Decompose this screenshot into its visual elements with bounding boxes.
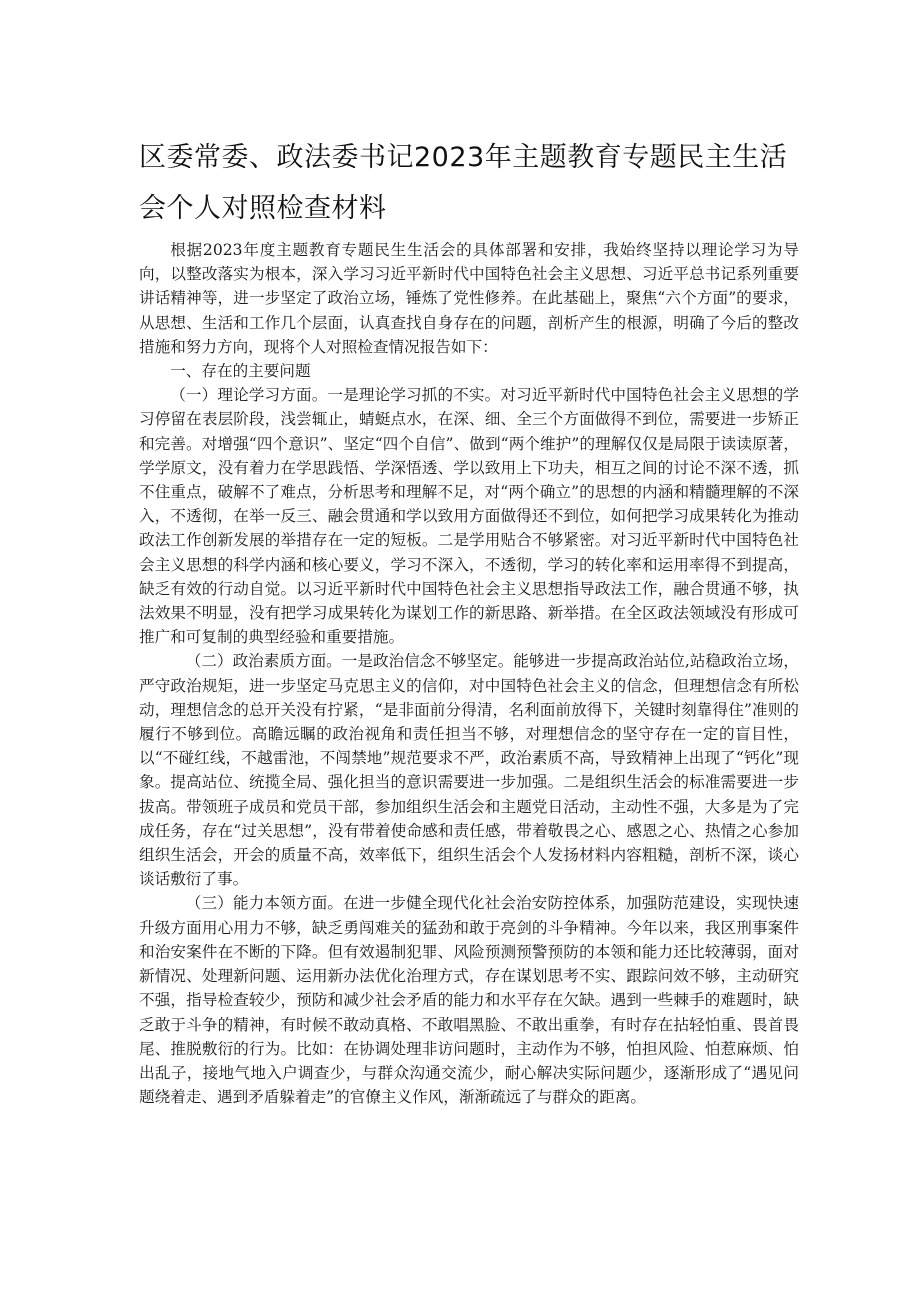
paragraph-political-quality: （二）政治素质方面。一是政治信念不够坚定。能够进一步提高政治站位,站稳政治立场，严守政治规矩，进一步坚定马克思主义的信仰，对中国特色社会主义的信念，但理想信念有所松动，理想信念的总开关没有拧紧，“是非面前分得清，名利面前放得下，关键时刻靠得住”准则的履行不够到位。高瞻远瞩的政治视角和责任担当不够，对理想信念的坚守存在一定的盲目性，以“不碰红线，不越雷池，不闯禁地”规范要求不严，政治素质不高，导致精神上出现了“钙化”现象。提高站位、统揽全局、强化担当的意识需要进一步加强。二是组织生活会的标准需要进一步拔高。带领班子成员和党员干部，参加组织生活会和主题党日活动，主动性不强，大多是为了完成任务，存在“过关思想”，没有带着使命感和责任感，带着敬畏之心、感恩之心、热情之心参加组织生活会，开会的质量不高，效率低下，组织生活会个人发扬材料内容粗糙，剖析不深，谈心谈话敷衍了事。 xyxy=(139,652,799,889)
intro-paragraph: 根据2023年度主题教育专题民生生活会的具体部署和安排，我始终坚持以理论学习为导向，以整改落实为根本，深入学习习近平新时代中国特色社会主义思想、习近平总书记系列重要讲话精神等，进一步坚定了政治立场，锤炼了党性修养。在此基础上，聚焦“六个方面”的要求，从思想、生活和工作几个层面，认真查找自身存在的问题，剖析产生的根源，明确了今后的整改措施和努力方向，现将个人对照检查情况报告如下： xyxy=(139,241,799,356)
section-heading: 一、存在的主要问题 xyxy=(170,362,311,381)
paragraph-capability: （三）能力本领方面。在进一步健全现代化社会治安防控体系，加强防范建设，实现快速升级方面用心用力不够，缺乏勇闯难关的猛劲和敢于亮剑的斗争精神。今年以来，我区刑事案件和治安案件在不断的下降。但有效遏制犯罪、风险预测预警预防的本领和能力还比较薄弱，面对新情况、处理新问题、运用新办法优化治理方式，存在谋划思考不实、跟踪问效不够，主动研究不强，指导检查较少，预防和减少社会矛盾的能力和水平存在欠缺。遇到一些棘手的难题时，缺乏敢于斗争的精神，有时候不敢动真格、不敢唱黑脸、不敢出重拳，有时存在拈轻怕重、畏首畏尾、推脱敷衍的行为。比如：在协调处理非访问题时，主动作为不够，怕担风险、怕惹麻烦、怕出乱子，接地气地入户调查少，与群众沟通交流少，耐心解决实际问题少，逐渐形成了“遇见问题绕着走、遇到矛盾躲着走”的官僚主义作风，渐渐疏远了与群众的距离。 xyxy=(139,894,799,1107)
document-body xyxy=(139,238,799,1109)
paragraph-theory-study: （一）理论学习方面。一是理论学习抓的不实。对习近平新时代中国特色社会主义思想的学习停留在表层阶段，浅尝辄止，蜻蜓点水，在深、细、全三个方面做得不到位，需要进一步矫正和完善。对增强“四个意识”、坚定“四个自信”、做到“两个维护”的理解仅仅是局限于读读原著，学学原文，没有着力在学思践悟、学深悟透、学以致用上下功夫，相互之间的讨论不深不透，抓不住重点，破解不了难点，分析思考和理解不足，对“两个确立”的思想的内涵和精髓理解的不深入，不透彻，在举一反三、融会贯通和学以致用方面做得还不到位，如何把学习成果转化为推动政法工作创新发展的举措存在一定的短板。二是学用贴合不够紧密。对习近平新时代中国特色社会主义思想的科学内涵和核心要义，学习不深入，不透彻，学习的转化率和运用率得不到提高，缺乏有效的行动自觉。以习近平新时代中国特色社会主义思想指导政法工作，融合贯通不够，执法效果不明显，没有把学习成果转化为谋划工作的新思路、新举措。在全区政法领域没有形成可推广和可复制的典型经验和重要措施。 xyxy=(139,386,799,647)
document-title: 区委常委、政法委书记2023年主题教育专题民主生活会个人对照检查材料 xyxy=(139,142,788,224)
